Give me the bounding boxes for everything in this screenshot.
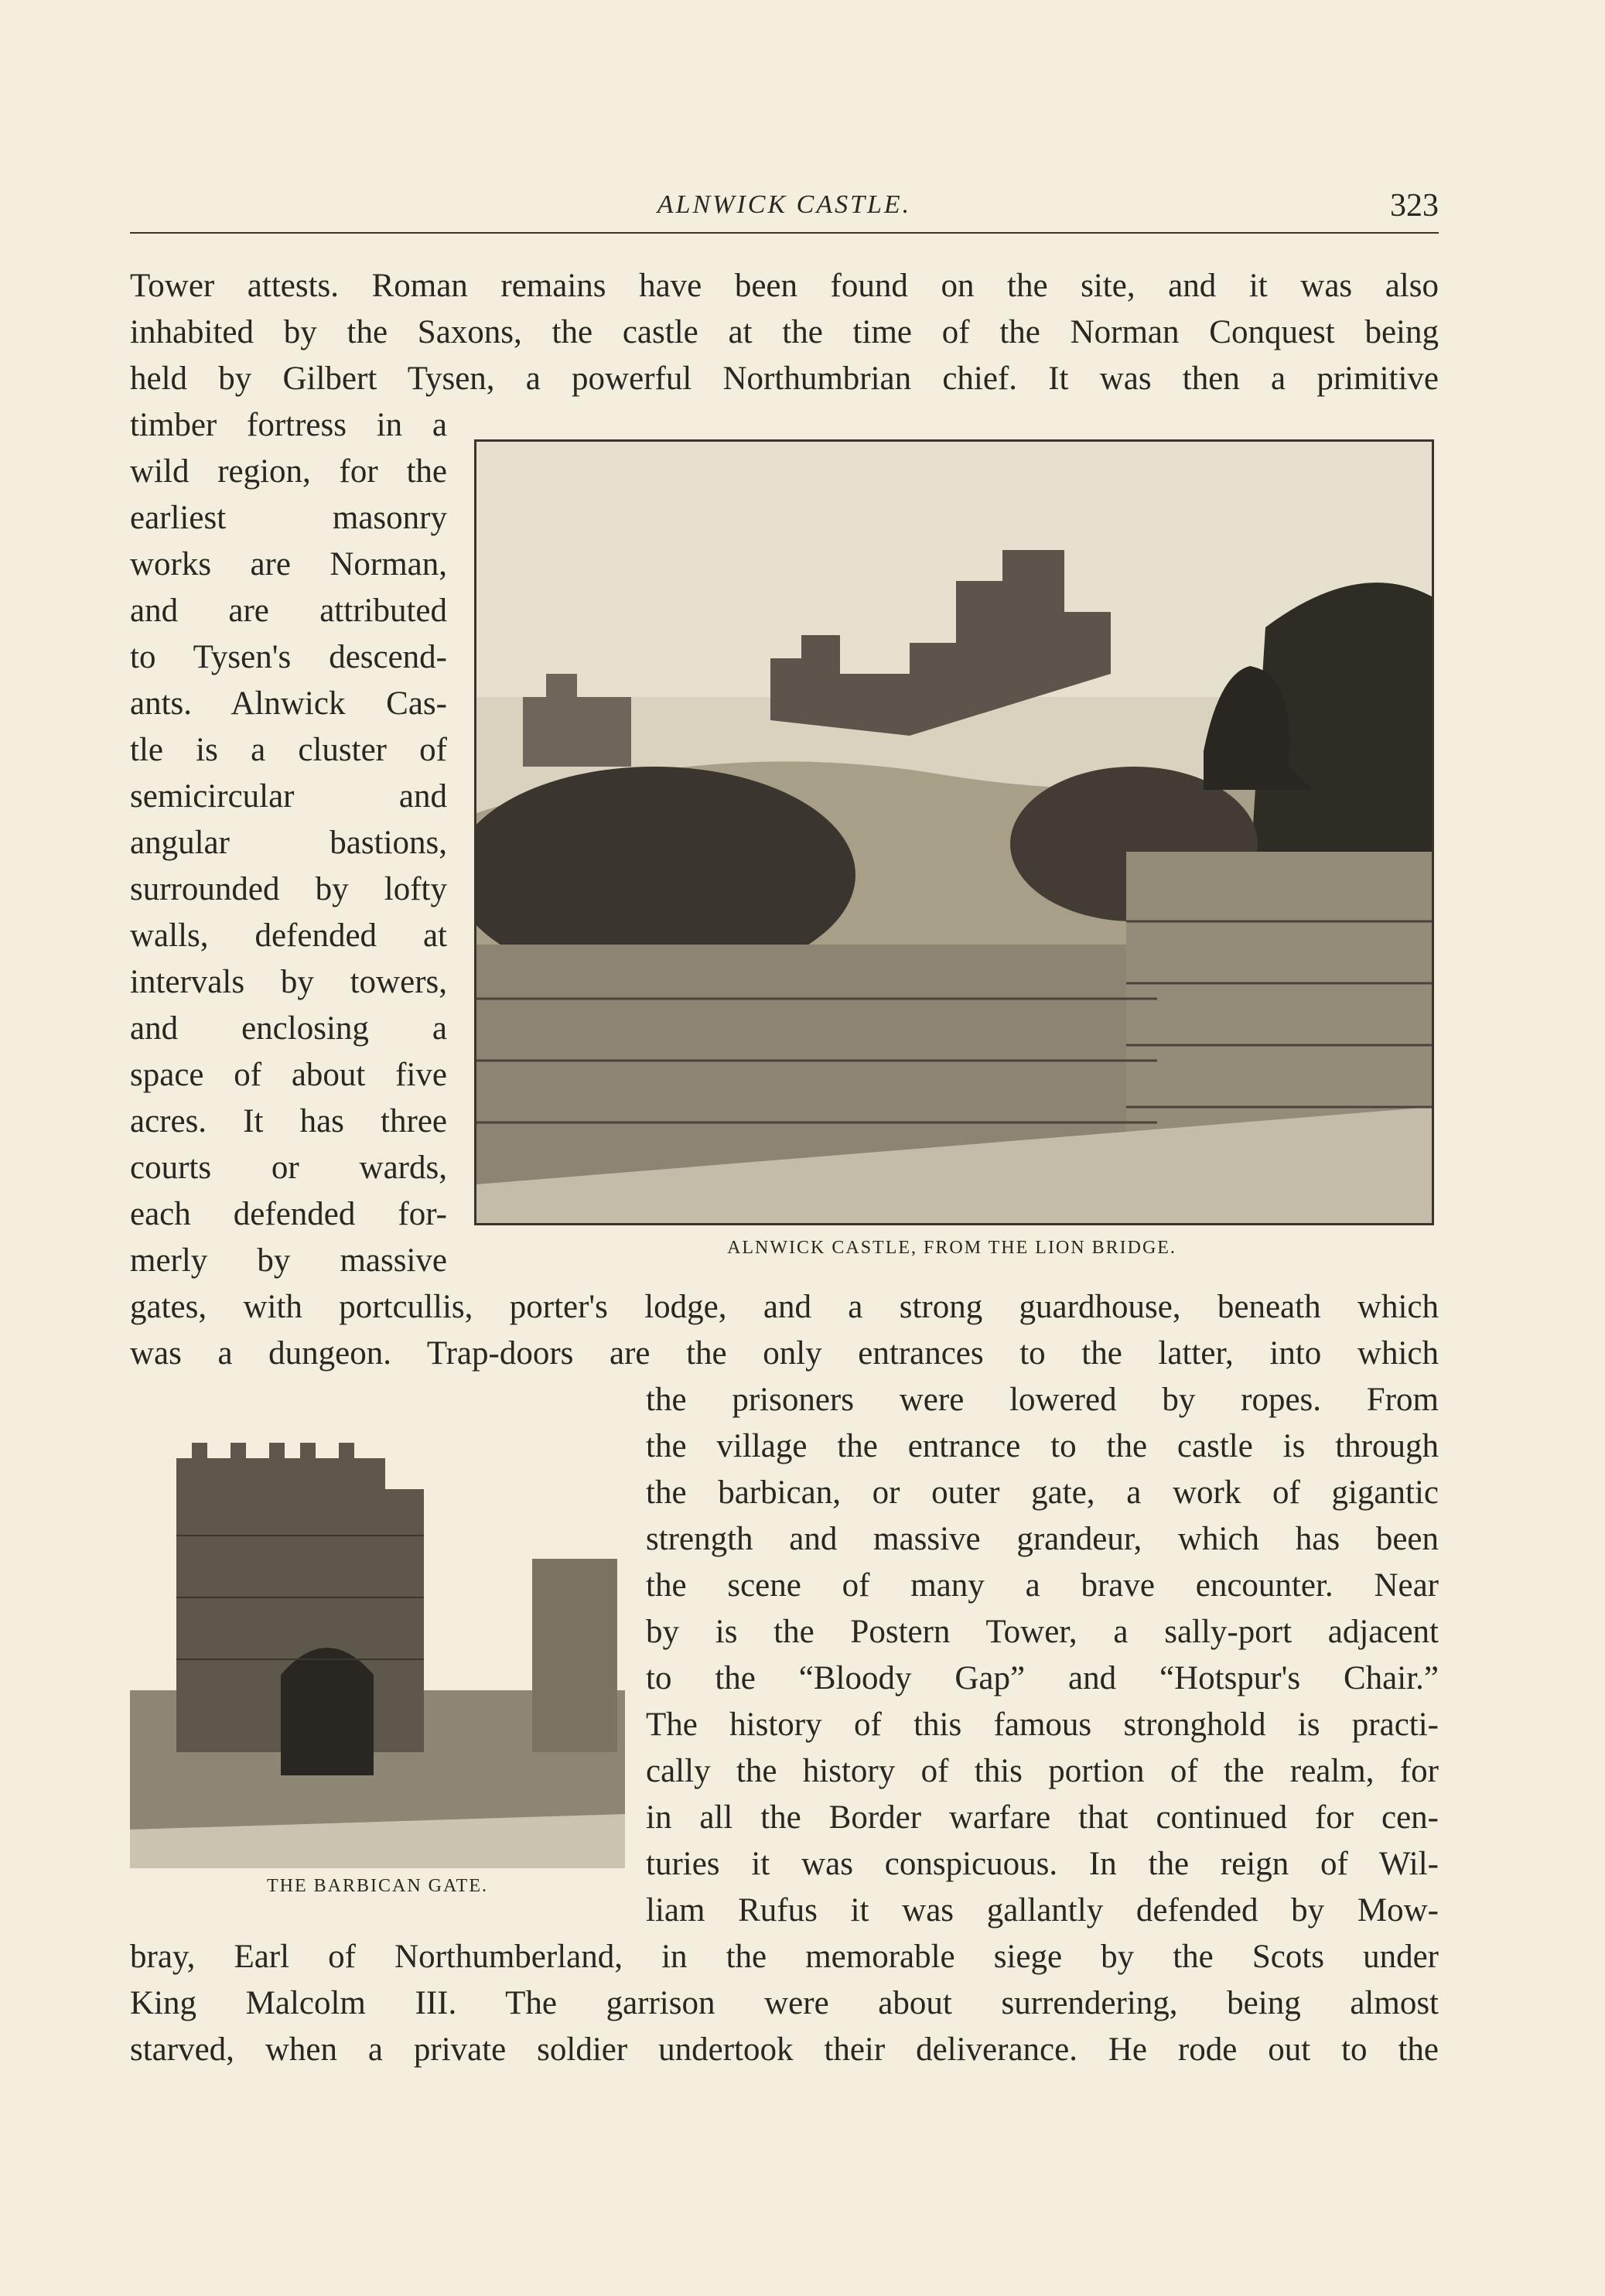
text-line: in all the Border warfare that continued for cen- xyxy=(646,1799,1439,1836)
text-line: surrounded by lofty xyxy=(130,871,447,907)
page-header xyxy=(130,186,1439,234)
barbican-gate-illustration xyxy=(130,1412,625,1868)
text-line: held by Gilbert Tysen, a powerful Northumbrian chief. It was then a primitive xyxy=(130,360,1439,397)
text-line: starved, when a private soldier undertook their deliverance. He rode out to the xyxy=(130,2031,1439,2068)
text-line: courts or wards, xyxy=(130,1150,447,1186)
text-line: gates, with portcullis, porter's lodge, and a strong guardhouse, beneath which xyxy=(130,1289,1439,1325)
text-line: ants. Alnwick Cas- xyxy=(130,685,447,722)
text-line: turies it was conspicuous. In the reign of Wil- xyxy=(646,1846,1439,1882)
castle-illustration xyxy=(474,439,1434,1225)
text-line: each defended for- xyxy=(130,1196,447,1232)
running-title: ALNWICK CASTLE. xyxy=(657,190,912,219)
text-line: liam Rufus it was gallantly defended by Mow- xyxy=(646,1892,1439,1929)
text-line: strength and massive grandeur, which has been xyxy=(646,1521,1439,1557)
text-line: tle is a cluster of xyxy=(130,732,447,768)
text-line: to the “Bloody Gap” and “Hotspur's Chair.” xyxy=(646,1660,1439,1696)
text-line: wild region, for the xyxy=(130,453,447,490)
text-line: bray, Earl of Northumberland, in the memorable siege by the Scots under xyxy=(130,1939,1439,1975)
page-number: 323 xyxy=(1390,188,1439,224)
figure-caption: THE BARBICAN GATE. xyxy=(267,1876,488,1896)
text-line: cally the history of this portion of the realm, for xyxy=(646,1753,1439,1789)
text-line: acres. It has three xyxy=(130,1103,447,1139)
text-line: was a dungeon. Trap-doors are the only entrances to the latter, into which xyxy=(130,1335,1439,1372)
text-line: merly by massive xyxy=(130,1242,447,1279)
text-line: timber fortress in a xyxy=(130,407,447,443)
text-line: and enclosing a xyxy=(130,1010,447,1047)
text-line: and are attributed xyxy=(130,593,447,629)
text-line: angular bastions, xyxy=(130,825,447,861)
text-line: semicircular and xyxy=(130,778,447,815)
text-line: inhabited by the Saxons, the castle at the time of the Norman Conquest being xyxy=(130,314,1439,350)
text-line: the village the entrance to the castle is through xyxy=(646,1428,1439,1464)
text-line: to Tysen's descend- xyxy=(130,639,447,675)
text-line: the prisoners were lowered by ropes. From xyxy=(646,1382,1439,1418)
text-line: King Malcolm III. The garrison were about surrendering, being almost xyxy=(130,1985,1439,2021)
text-line: space of about five xyxy=(130,1057,447,1093)
text-line: works are Norman, xyxy=(130,546,447,583)
text-line: walls, defended at xyxy=(130,917,447,954)
text-line: by is the Postern Tower, a sally-port adjacent xyxy=(646,1614,1439,1650)
text-line: earliest masonry xyxy=(130,500,447,536)
text-line: the scene of many a brave encounter. Near xyxy=(646,1567,1439,1604)
figure-caption: ALNWICK CASTLE, FROM THE LION BRIDGE. xyxy=(727,1238,1176,1258)
text-line: Tower attests. Roman remains have been found on the site, and it was also xyxy=(130,268,1439,304)
text-line: The history of this famous stronghold is practi- xyxy=(646,1707,1439,1743)
text-line: intervals by towers, xyxy=(130,964,447,1000)
text-line: the barbican, or outer gate, a work of gigantic xyxy=(646,1474,1439,1511)
